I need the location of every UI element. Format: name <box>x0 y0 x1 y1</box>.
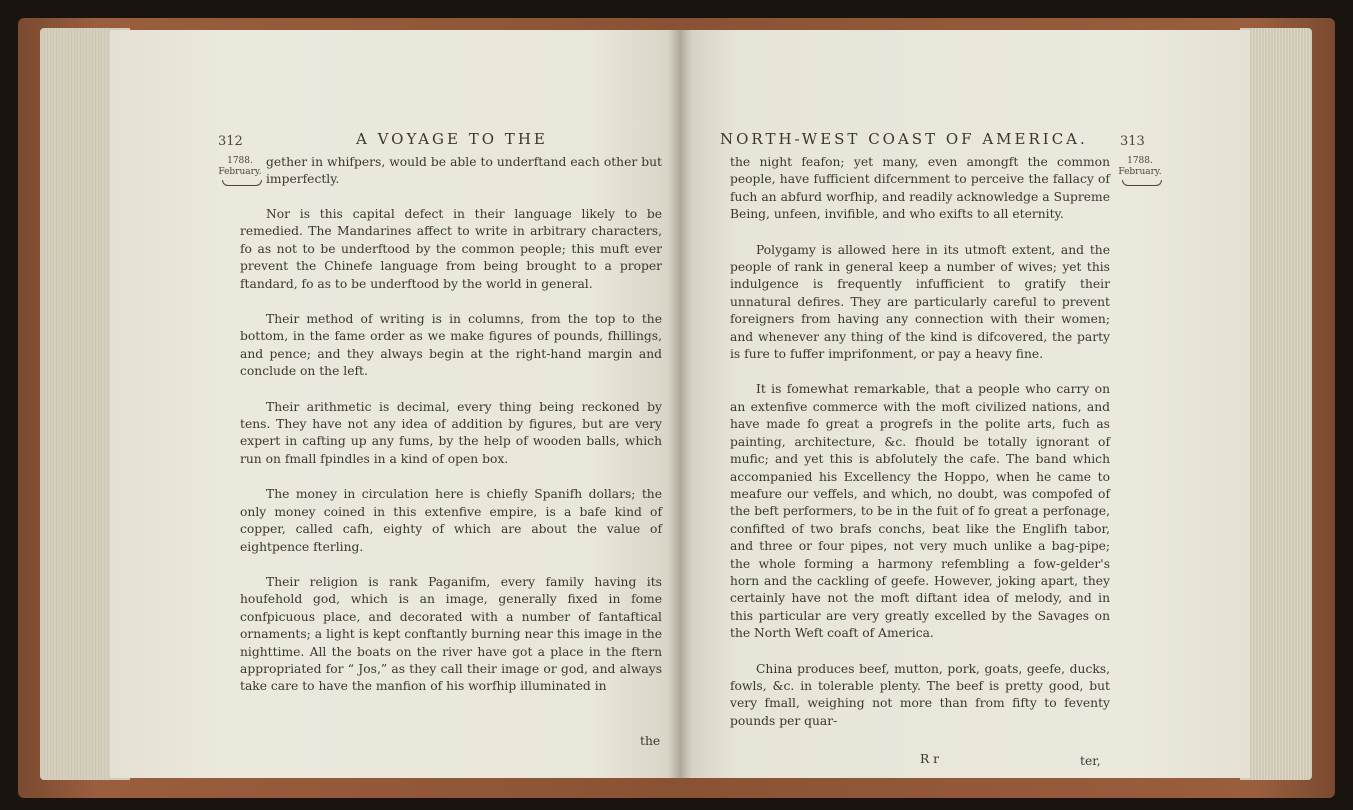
paragraph: Nor is this capital defect in their language likely to be remedied. The Mandarines affect to write in arbitrary characters, fo as not to be underftood by the common people; this muft ever prevent the Chinefe language from being brought to a proper ftandard, fo as to be underftood by the world in general. <box>240 207 662 291</box>
paragraph: Their religion is rank Paganifm, every family having its houfehold god, which is an image, generally fixed in fome confpicuous place, and decorated with a number of fantaftical ornaments; a light is kept conftantly burning near this image in the nighttime. All the boats on the river have got a place in the ftern appropriated for “ Jos,” as they call their image or god, and always take care to have the manfion of his worfhip illuminated in <box>240 574 662 694</box>
paragraph: Their arithmetic is decimal, every thing being reckoned by tens. They have not any idea of addition by figures, but are very expert in cafting up any fums, by the help of wooden balls, which run on fmall fpindles in a kind of open box. <box>240 399 662 466</box>
paragraph: The money in circulation here is chiefly Spanifh dollars; the only money coined in this extenfive empire, is a bafe kind of copper, called cafh, eighty of which are about the value of eightpence fterling. <box>240 487 662 554</box>
book-gutter <box>668 30 692 778</box>
margin-month: February. <box>218 167 262 177</box>
margin-brace <box>222 180 262 186</box>
left-page <box>110 30 680 778</box>
body-text <box>240 206 662 714</box>
paragraph: China produces beef, mutton, pork, goats, geefe, ducks, fowls, &c. in tolerable plenty. The beef is pretty good, but very fmall, weighing not more than from fifty to feventy pounds per quar- <box>730 661 1110 728</box>
margin-date-note <box>218 156 262 178</box>
right-page <box>680 30 1250 778</box>
paragraph: Polygamy is allowed here in its utmoft extent, and the people of rank in general keep a number of wives; yet this indulgence is frequently infufficient to gratify their unnatural defires. They are particularly careful to prevent foreigners from having any connection with their women; and whenever any thing of the kind is difcovered, the party is fure to fuffer imprifonment, or pay a heavy fine. <box>730 242 1110 362</box>
page-number: 313 <box>1120 134 1145 149</box>
running-head: A VOYAGE TO THE <box>356 130 548 148</box>
body-text <box>266 154 662 207</box>
paragraph: gether in whifpers, would be able to underftand each other but imperfectly. <box>266 155 662 187</box>
page-edges-right <box>1240 28 1312 780</box>
margin-month: February. <box>1118 167 1162 177</box>
margin-year: 1788. <box>1127 156 1153 166</box>
margin-brace <box>1122 180 1162 186</box>
page-number: 312 <box>218 134 243 149</box>
margin-date-note <box>1118 156 1162 178</box>
running-head: NORTH-WEST COAST OF AMERICA. <box>720 130 1088 148</box>
signature-mark: R r <box>920 752 940 766</box>
catchword: ter, <box>1080 754 1101 768</box>
body-text <box>730 154 1110 748</box>
paragraph: the night feafon; yet many, even amongft the common people, have fufficient difcernment to perceive the fallacy of fuch an abfurd worfhip, and readily acknowledge a Supreme Being, unfeen, invifible, and who exifts to all eternity. <box>730 155 1110 222</box>
paragraph: It is fomewhat remarkable, that a people who carry on an extenfive commerce with the moft civilized nations, and have made fo great a progrefs in the polite arts, fuch as painting, architecture, &c. fhould be totally ignorant of mufic; and yet this is abfolutely the cafe. The band which accompanied his Excellency the Hoppo, when he came to meafure our veffels, and which, no doubt, was compofed of the beft performers, to be in the fuit of fo great a perfonage, confifted of two brafs conchs, beat like the Englifh tabor, and three or four pipes, not very much unlike a bag-pipe; the whole forming a harmony refembling a fow-gelder's horn and the cackling of geefe. However, joking apart, they certainly have not the moft diftant idea of melody, and in this particular are very greatly excelled by the Savages on the North Weft coaft of America. <box>730 382 1110 641</box>
catchword: the <box>640 734 661 748</box>
paragraph: Their method of writing is in columns, from the top to the bottom, in the fame order as we make figures of pounds, fhillings, and pence; and they always begin at the right-hand margin and conclude on the left. <box>240 312 662 379</box>
margin-year: 1788. <box>227 156 253 166</box>
